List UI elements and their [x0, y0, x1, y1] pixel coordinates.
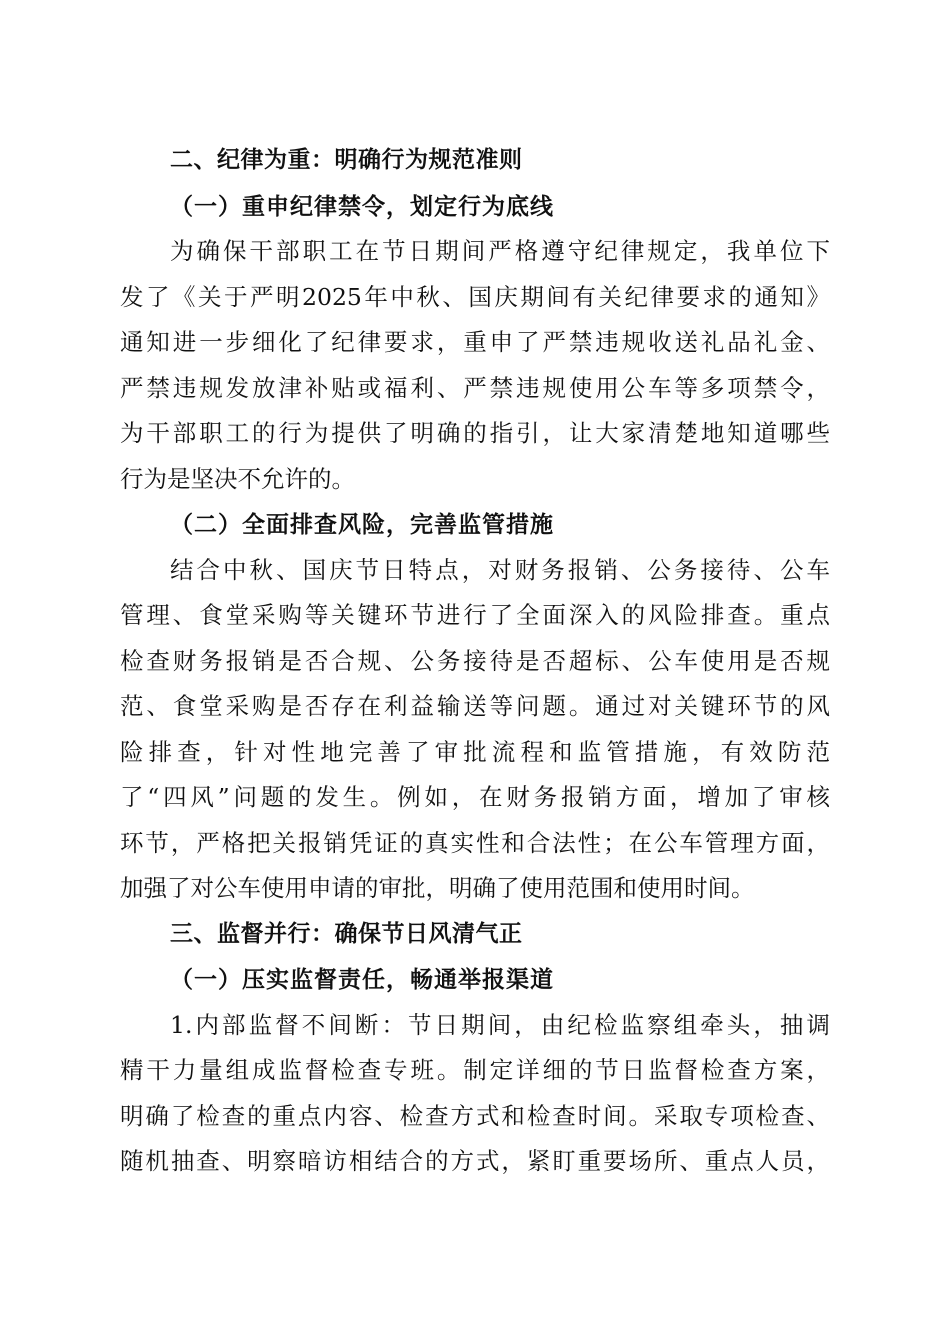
paragraph-line: 结合中秋、国庆节日特点，对财务报销、公务接待、公车	[170, 555, 830, 584]
paragraph-line: 险排查，针对性地完善了审批流程和监管措施，有效防范	[120, 737, 830, 766]
paragraph-line: 通知进一步细化了纪律要求，重申了严禁违规收送礼品礼金、	[120, 328, 830, 356]
paragraph-line: 1.内部监督不间断：节日期间，由纪检监察组牵头，抽调	[170, 1010, 830, 1039]
paragraph-line: 严禁违规发放津补贴或福利、严禁违规使用公车等多项禁令，	[120, 373, 830, 402]
paragraph-line: 明确了检查的重点内容、检查方式和检查时间。采取专项检查、	[120, 1101, 830, 1130]
section-heading: 二、纪律为重：明确行为规范准则	[170, 147, 523, 173]
subsection-heading: （一）压实监督责任，畅通举报渠道	[170, 966, 554, 993]
paragraph-line: 了“四风”问题的发生。例如，在财务报销方面，增加了审核	[120, 783, 830, 811]
paragraph-line: 环节，严格把关报销凭证的真实性和合法性；在公车管理方面，	[120, 828, 830, 857]
paragraph-line: 发了《关于严明2025年中秋、国庆期间有关纪律要求的通知》	[120, 282, 830, 311]
paragraph-line: 范、食堂采购是否存在利益输送等问题。通过对关键环节的风	[120, 692, 830, 720]
section-heading: 三、监督并行：确保节日风清气正	[170, 920, 523, 947]
paragraph-line: 为确保干部职工在节日期间严格遵守纪律规定，我单位下	[170, 237, 830, 265]
paragraph-line: 随机抽查、明察暗访相结合的方式，紧盯重要场所、重点人员，	[120, 1147, 830, 1175]
paragraph-line: 行为是坚决不允许的。	[120, 464, 355, 493]
paragraph-line: 精干力量组成监督检查专班。制定详细的节日监督检查方案，	[120, 1056, 830, 1084]
document-page	[120, 138, 830, 1185]
paragraph-line: 检查财务报销是否合规、公务接待是否超标、公车使用是否规	[120, 646, 830, 675]
paragraph-line: 管理、食堂采购等关键环节进行了全面深入的风险排查。重点	[120, 601, 830, 629]
paragraph-line: 为干部职工的行为提供了明确的指引，让大家清楚地知道哪些	[120, 419, 830, 447]
subsection-heading: （二）全面排查风险，完善监管措施	[170, 511, 554, 538]
subsection-heading: （一）重申纪律禁令，划定行为底线	[170, 192, 554, 220]
paragraph-line: 加强了对公车使用申请的审批，明确了使用范围和使用时间。	[120, 874, 755, 902]
